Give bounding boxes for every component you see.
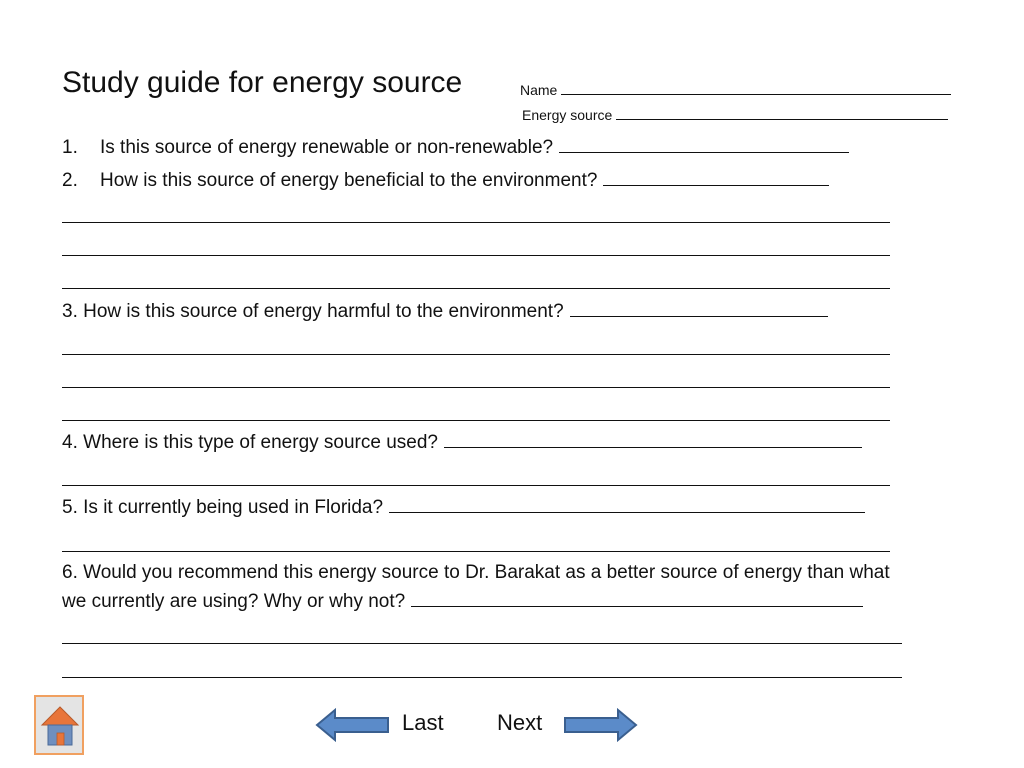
name-blank[interactable]	[561, 82, 951, 95]
question-number: 3.	[62, 301, 78, 322]
question-text: How is this source of energy beneficial to the environment?	[100, 170, 598, 191]
question-number: 1.	[62, 137, 78, 158]
answer-blank[interactable]	[411, 590, 863, 607]
answer-line[interactable]	[62, 288, 890, 289]
energy-source-label: Energy source	[522, 107, 613, 123]
answer-line[interactable]	[62, 420, 890, 421]
answer-line[interactable]	[62, 222, 890, 223]
answer-blank[interactable]	[570, 300, 828, 317]
last-label[interactable]: Last	[402, 710, 444, 735]
question-text-line-1: Would you recommend this energy source to Dr. Barakat as a better source of energy than what	[83, 562, 890, 583]
question-text-line-2: we currently are using? Why or why not?	[62, 591, 406, 612]
answer-line[interactable]	[62, 485, 890, 486]
name-label: Name	[520, 82, 558, 98]
question-number: 2.	[62, 170, 78, 191]
question-6-continued	[62, 590, 863, 613]
answer-blank[interactable]	[389, 496, 865, 513]
question-text: Is it currently being used in Florida?	[83, 497, 384, 518]
question-number: 5.	[62, 497, 78, 518]
home-icon	[40, 705, 80, 747]
question-number: 4.	[62, 432, 78, 453]
question-6	[62, 562, 890, 584]
answer-line[interactable]	[62, 255, 890, 256]
answer-blank[interactable]	[559, 136, 849, 153]
answer-line[interactable]	[62, 354, 890, 355]
question-text: Is this source of energy renewable or non-renewable?	[100, 137, 554, 158]
question-5	[62, 496, 865, 519]
question-text: Where is this type of energy source used?	[83, 432, 438, 453]
question-4	[62, 431, 862, 454]
question-1	[62, 136, 849, 159]
answer-line[interactable]	[62, 551, 890, 552]
question-text: How is this source of energy harmful to the environment?	[83, 301, 564, 322]
home-button[interactable]	[34, 695, 84, 755]
page-title: Study guide for energy source	[62, 66, 463, 99]
question-3	[62, 300, 828, 323]
energy-source-blank[interactable]	[616, 107, 948, 120]
answer-line[interactable]	[62, 387, 890, 388]
name-field	[520, 82, 951, 98]
question-number: 6.	[62, 562, 78, 583]
answer-line[interactable]	[62, 643, 902, 644]
answer-blank[interactable]	[603, 169, 829, 186]
energy-source-field	[522, 107, 948, 123]
arrow-left-icon	[317, 710, 388, 740]
answer-blank[interactable]	[444, 431, 862, 448]
next-button[interactable]	[562, 708, 638, 742]
arrow-right-icon	[565, 710, 636, 740]
question-2	[62, 169, 829, 192]
answer-line[interactable]	[62, 677, 902, 678]
next-label[interactable]: Next	[497, 710, 543, 735]
last-button[interactable]	[315, 708, 391, 742]
